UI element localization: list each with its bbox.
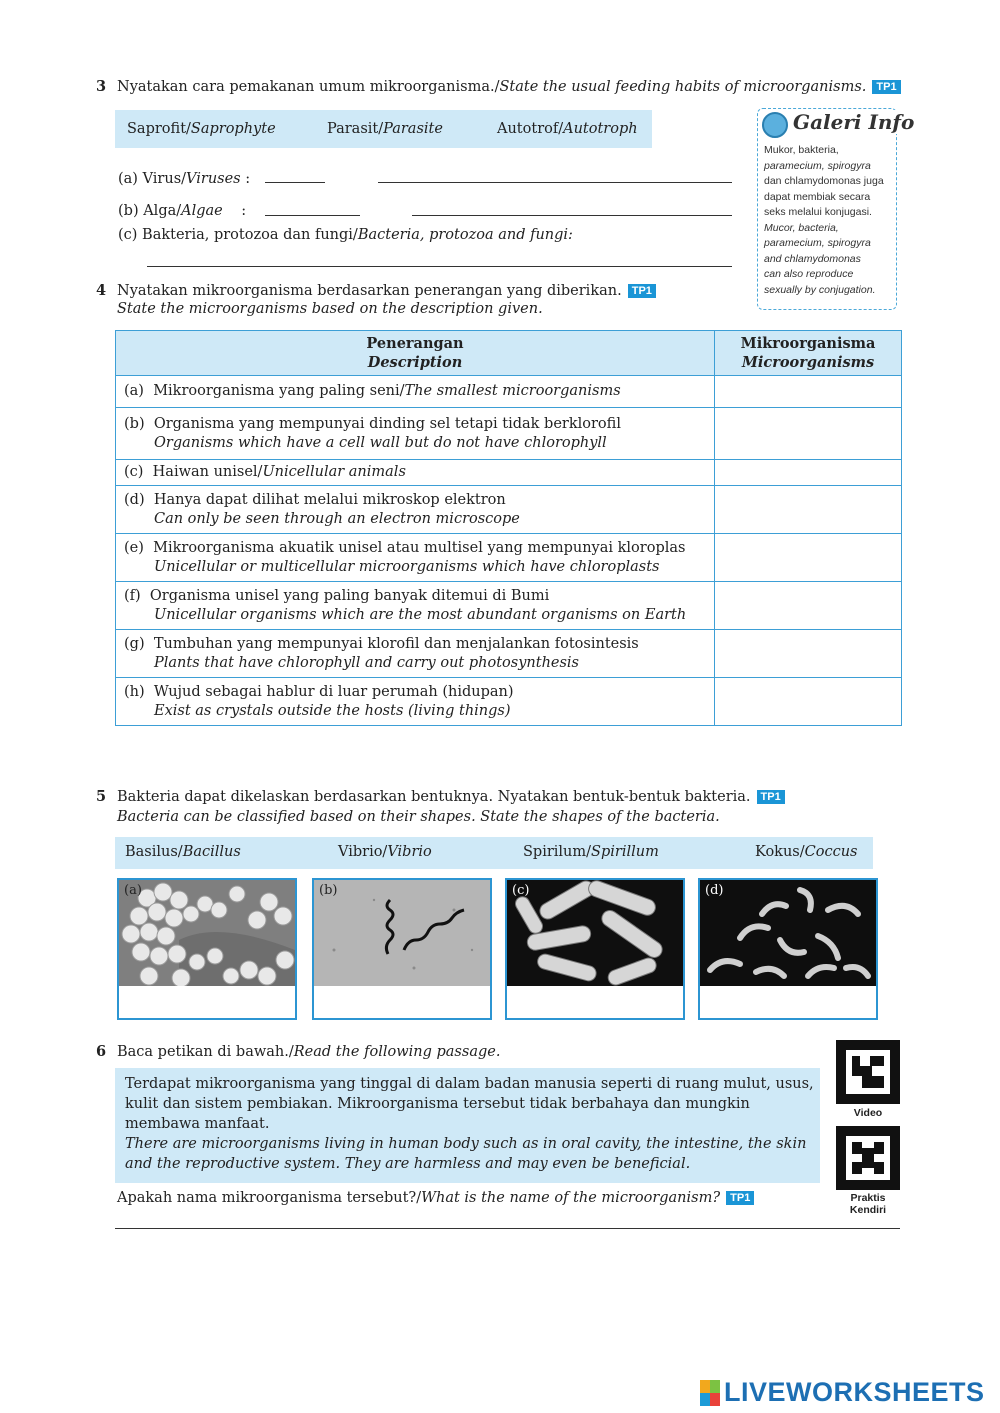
bacillus-image — [507, 880, 683, 988]
tp-badge: TP1 — [872, 80, 900, 94]
q3-b-answer-line[interactable] — [265, 215, 360, 216]
q4-question: Nyatakan mikroorganisma berdasarkan penerangan yang diberikan. TP1 — [117, 282, 656, 301]
q3-c-answer-line[interactable] — [147, 266, 732, 267]
q6-answer-line[interactable] — [115, 1228, 900, 1229]
galeri-info-text: Mukor, bakteria, paramecium, spirogyra dan chlamydomonas juga dapat membiak secara seks melalui konjugasi. Mucor, bacteria, paramecium, spirogyra and chlamydomonas can also reproduce sexually by conjugation. — [764, 144, 884, 296]
q3-a-answer-line-2[interactable] — [378, 182, 732, 183]
answer-cell[interactable] — [715, 678, 902, 726]
table-row: (e) Mikroorganisma akuatik unisel atau multisel yang mempunyai kloroplas Unicellular or multicellular microorganisms which have chloroplasts — [116, 534, 902, 582]
q5-answer-d[interactable] — [698, 986, 878, 1020]
answer-cell[interactable] — [715, 534, 902, 582]
passage-en: There are microorganisms living in human body such as in oral cavity, the intestine, the skin and the reproductive system. They are harmless and may even be beneficial. — [125, 1136, 807, 1172]
q5-answer-b[interactable] — [312, 986, 492, 1020]
q5-number: 5 — [96, 788, 107, 805]
q6-number: 6 — [96, 1043, 107, 1060]
header-description: Penerangan Description — [116, 331, 715, 376]
q4-table — [115, 330, 902, 726]
tp-badge: TP1 — [628, 284, 656, 298]
q6-passage — [115, 1068, 820, 1183]
q5-question-en: Bacteria can be classified based on their shapes. State the shapes of the bacteria. — [117, 809, 720, 825]
q5-option: Vibrio/Vibrio — [338, 844, 432, 860]
q3-options-bar — [115, 110, 652, 148]
q5-option: Basilus/Bacillus — [125, 844, 241, 860]
table-row: (h) Wujud sebagai hablur di luar perumah (hidupan) Exist as crystals outside the hosts (living things) — [116, 678, 902, 726]
q3-text-ms: Nyatakan cara pemakanan umum mikroorganisma./ — [117, 79, 500, 95]
q5-answer-c[interactable] — [505, 986, 685, 1020]
q5-options-bar — [115, 837, 873, 869]
q5-option: Kokus/Coccus — [755, 844, 858, 860]
q5-answer-a[interactable] — [117, 986, 297, 1020]
photo-vibrio — [698, 878, 878, 990]
spirillum-image — [314, 880, 490, 988]
q3-c-label: (c) Bakteria, protozoa dan fungi/Bacteria, protozoa and fungi: — [118, 227, 573, 243]
q5-question: Bakteria dapat dikelaskan berdasarkan bentuknya. Nyatakan bentuk-bentuk bakteria. TP1 — [117, 788, 785, 807]
photo-label: (d) — [705, 883, 724, 898]
qr-video-label: Video — [853, 1107, 883, 1119]
answer-cell[interactable] — [715, 486, 902, 534]
answer-cell[interactable] — [715, 630, 902, 678]
table-row: (g) Tumbuhan yang mempunyai klorofil dan menjalankan fotosintesis Plants that have chlorophyll and carry out photosynthesis — [116, 630, 902, 678]
photo-label: (c) — [512, 883, 530, 898]
q5-option: Spirilum/Spirillum — [523, 844, 659, 860]
q4-question-en: State the microorganisms based on the description given. — [117, 301, 543, 317]
q3-a-answer-line[interactable] — [265, 182, 325, 183]
q3-option: Autotrof/Autotroph — [497, 121, 638, 137]
q3-b-label: (b) Alga/Algae : — [118, 203, 247, 219]
qr-code-video-icon[interactable] — [836, 1040, 900, 1104]
answer-cell[interactable] — [715, 376, 902, 408]
photo-spirillum — [312, 878, 492, 990]
photo-label: (a) — [124, 883, 142, 898]
info-badge-icon — [762, 112, 788, 138]
liveworksheets-mark-icon — [700, 1380, 720, 1406]
table-row: (d) Hanya dapat dilihat melalui mikroskop elektron Can only be seen through an electron microscope — [116, 486, 902, 534]
photo-bacillus — [505, 878, 685, 990]
q3-number: 3 — [96, 78, 107, 95]
logo-text: LIVEWORKSHEETS — [724, 1377, 985, 1407]
table-row: (c) Haiwan unisel/Unicellular animals — [116, 460, 902, 486]
liveworksheets-logo — [700, 1377, 985, 1408]
table-row: (a) Mikroorganisma yang paling seni/The smallest microorganisms — [116, 376, 902, 408]
table-row: (f) Organisma unisel yang paling banyak ditemui di Bumi Unicellular organisms which are the most abundant organisms on Earth — [116, 582, 902, 630]
vibrio-image — [700, 880, 876, 988]
q3-text-en: State the usual feeding habits of microorganisms. — [499, 79, 867, 95]
table-row: (b) Organisma yang mempunyai dinding sel tetapi tidak berklorofil Organisms which have a cell wall but do not have chlorophyll — [116, 408, 902, 460]
q4-number: 4 — [96, 282, 107, 299]
q3-b-answer-line-2[interactable] — [412, 215, 732, 216]
photo-coccus — [117, 878, 297, 990]
q3-option: Saprofit/Saprophyte — [127, 121, 276, 137]
tp-badge: TP1 — [726, 1191, 754, 1205]
qr-code-praktis-icon[interactable] — [836, 1126, 900, 1190]
answer-cell[interactable] — [715, 408, 902, 460]
tp-badge: TP1 — [757, 790, 785, 804]
q6-subquestion: Apakah nama mikroorganisma tersebut?/What is the name of the microorganism? TP1 — [117, 1189, 754, 1208]
qr-praktis-label: Praktis Kendiri — [849, 1192, 887, 1216]
answer-cell[interactable] — [715, 460, 902, 486]
q3-a-label: (a) Virus/Viruses : — [118, 171, 251, 187]
galeri-info-title: Galeri Info — [790, 110, 917, 134]
answer-cell[interactable] — [715, 582, 902, 630]
coccus-image — [119, 880, 295, 988]
header-microorganisms: Mikroorganisma Microorganisms — [715, 331, 902, 376]
q3-question — [117, 78, 901, 97]
q3-option: Parasit/Parasite — [327, 121, 443, 137]
passage-ms: Terdapat mikroorganisma yang tinggal di dalam badan manusia seperti di ruang mulut, usus, kulit dan sistem pembiakan. Mikroorganisma tersebut tidak berbahaya dan mungkin membawa manfaat. — [125, 1076, 814, 1132]
q6-question: Baca petikan di bawah./Read the following passage. — [117, 1044, 501, 1060]
photo-label: (b) — [319, 883, 338, 898]
